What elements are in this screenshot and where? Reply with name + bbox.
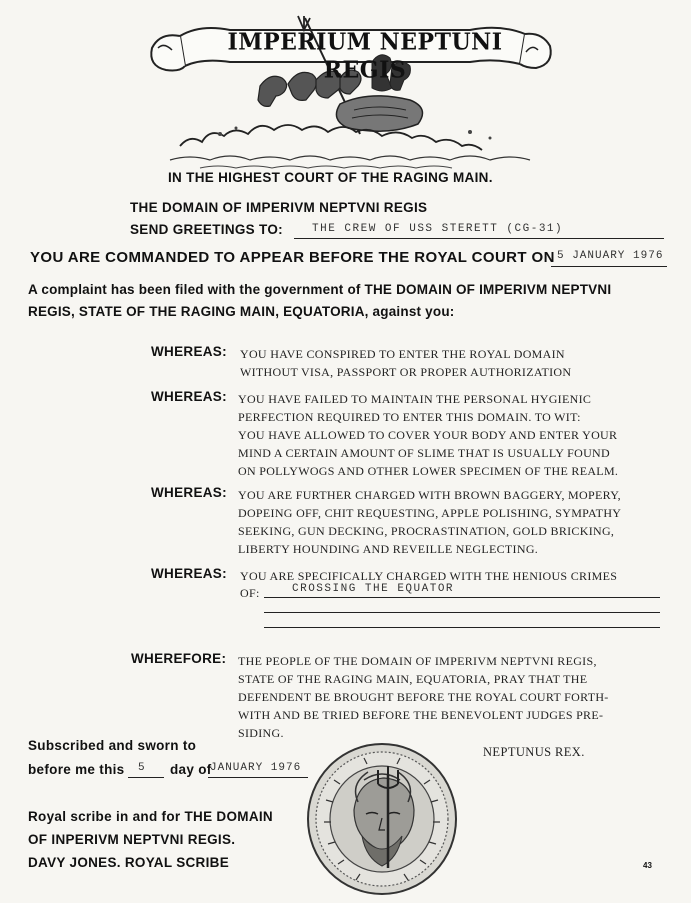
wherefore-line: STATE OF THE RAGING MAIN, EQUATORIA, PRAY THAT THE [238,672,588,686]
crime-blank-line [264,612,660,613]
clause-line: DOPEING OFF, CHIT REQUESTING, APPLE POLISHING, SYMPATHY [238,506,622,520]
sworn-month-year: JANUARY 1976 [210,762,302,774]
wherefore-label: WHEREFORE: [131,651,227,666]
clause-text [240,345,571,381]
greetings-underline [294,238,664,239]
clause-line: SEEKING, GUN DECKING, PROCRASTINATION, GOLD BRICKING, [238,524,615,538]
wherefore-line: DEFENDENT BE BROUGHT BEFORE THE ROYAL COURT FORTH- [238,690,609,704]
clause-line: LIBERTY HOUNDING AND REVEILLE NEGLECTING. [238,542,539,556]
clause-text [238,390,618,480]
complaint-line-2: REGIS, STATE OF THE RAGING MAIN, EQUATORIA, against you: [28,304,455,319]
court-heading: IN THE HIGHEST COURT OF THE RAGING MAIN. [168,170,493,185]
scribe-line-1: Royal scribe in and for THE DOMAIN [28,809,273,824]
page-number: 43 [643,861,652,870]
whereas-label: WHEREAS: [151,566,227,581]
sworn-day-underline [128,777,164,778]
wherefore-line: SIDING. [238,726,284,740]
clause-line: YOU ARE FURTHER CHARGED WITH BROWN BAGGERY, MOPERY, [238,488,621,502]
clause-line: ON POLLYWOGS AND OTHER LOWER SPECIMEN OF THE REALM. [238,464,619,478]
greetings-value: THE CREW OF USS STERETT (CG-31) [312,223,564,235]
wherefore-line: WITH AND BE TRIED BEFORE THE BENEVOLENT JUDGES PRE- [238,708,604,722]
clause-line: PERFECTION REQUIRED TO ENTER THIS DOMAIN. TO WIT: [238,410,581,424]
clause-line: YOU HAVE ALLOWED TO COVER YOUR BODY AND ENTER YOUR [238,428,618,442]
complaint-line-1: A complaint has been filed with the government of THE DOMAIN OF IMPERIVM NEPTVNI [28,282,612,297]
clause-line: WITHOUT VISA, PASSPORT OR PROPER AUTHORIZATION [240,365,572,379]
command-date: 5 JANUARY 1976 [557,250,664,262]
scribe-line-3: DAVY JONES. ROYAL SCRIBE [28,855,230,870]
greetings-label: SEND GREETINGS TO: [130,222,283,237]
whereas-label: WHEREAS: [151,389,227,404]
crime-blank-line [264,627,660,628]
clause-line: MIND A CERTAIN AMOUNT OF SLIME THAT IS USUALLY FOUND [238,446,610,460]
whereas-label: WHEREAS: [151,344,227,359]
clause-line: YOU HAVE CONSPIRED TO ENTER THE ROYAL DOMAIN [240,347,565,361]
domain-line: THE DOMAIN OF IMPERIVM NEPTVNI REGIS [130,200,428,215]
sworn-line-1: Subscribed and sworn to [28,738,197,753]
wherefore-line: THE PEOPLE OF THE DOMAIN OF IMPERIVM NEPTVNI REGIS, [238,654,597,668]
sworn-before-label: before me this [28,762,125,777]
clause-line: YOU ARE SPECIFICALLY CHARGED WITH THE HENIOUS CRIMES [240,569,618,583]
crime-value: CROSSING THE EQUATOR [292,583,455,595]
crime-underline [264,597,660,598]
wherefore-text [238,652,609,742]
sworn-month-underline [208,777,308,778]
sworn-day-of-label: day of [170,762,212,777]
neptune-royal-seal [304,740,460,898]
command-date-underline [551,266,667,267]
scribe-line-2: OF INPERIVM NEPTVNI REGIS. [28,832,236,847]
clause-line: YOU HAVE FAILED TO MAINTAIN THE PERSONAL HYGIENIC [238,392,592,406]
whereas-label: WHEREAS: [151,485,227,500]
sworn-day-value: 5 [138,762,147,774]
command-label: YOU ARE COMMANDED TO APPEAR BEFORE THE ROYAL COURT ON [30,249,555,266]
neptunus-signature: NEPTUNUS REX. [483,745,585,759]
clause-text [238,486,621,558]
crime-of-label: OF: [240,586,260,600]
banner-title: IMPERIUM NEPTUNI REGIS [227,27,503,85]
